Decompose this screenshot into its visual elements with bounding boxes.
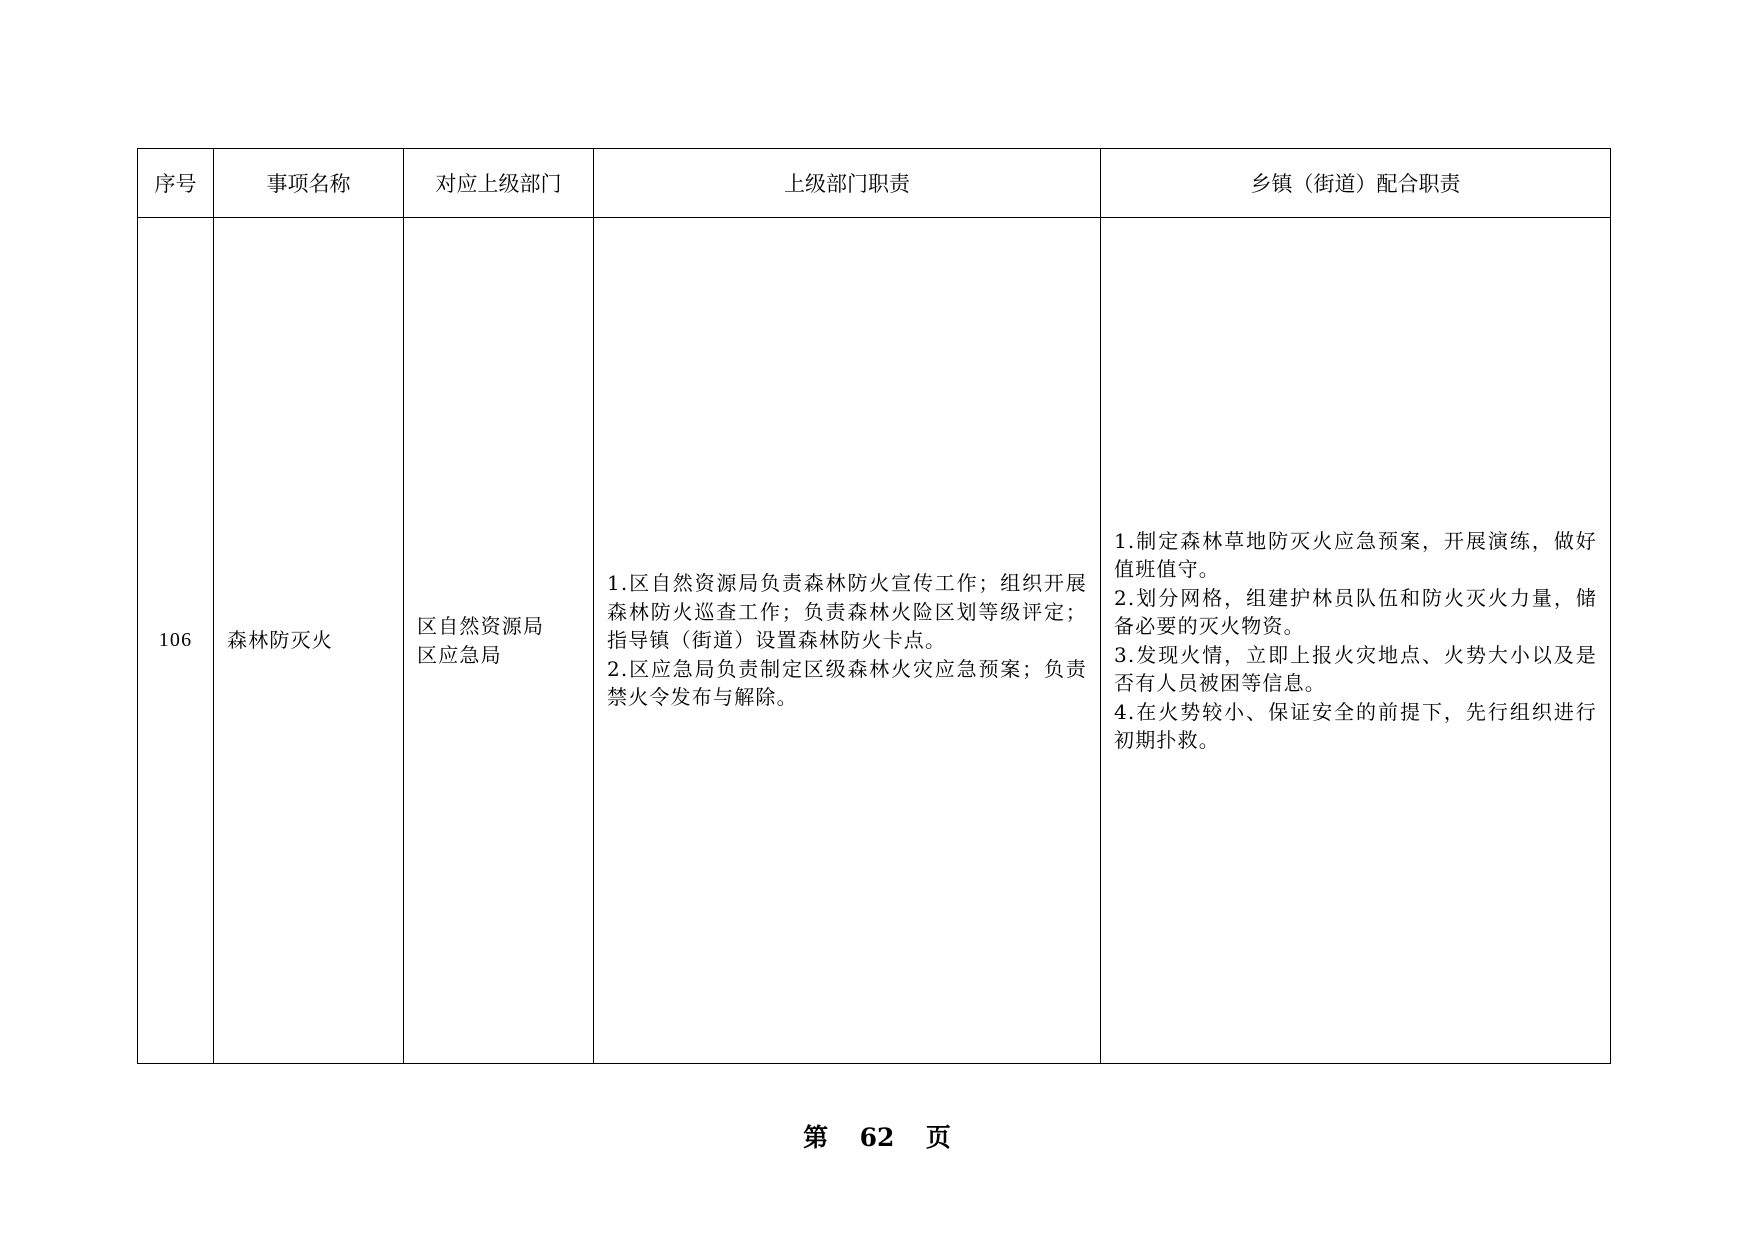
- town-duty-item: 4.在火势较小、保证安全的前提下，先行组织进行初期扑救。: [1114, 699, 1597, 752]
- town-duty-item: 2.划分网格，组建护林员队伍和防火灭火力量，储备必要的灭火物资。: [1114, 585, 1597, 638]
- header-dept: 对应上级部门: [404, 149, 594, 218]
- header-dept-duty: 上级部门职责: [594, 149, 1101, 218]
- page-number-suffix: 页: [925, 1123, 951, 1152]
- page-footer: [0, 1118, 1754, 1154]
- table-row: [138, 218, 1611, 1064]
- header-seq: 序号: [138, 149, 214, 218]
- page-number-prefix: 第: [803, 1123, 829, 1152]
- cell-dept-duty: [594, 218, 1101, 1064]
- responsibility-table: [137, 148, 1611, 1064]
- dept-line: 区自然资源局: [417, 614, 545, 638]
- cell-seq: 106: [138, 218, 214, 1064]
- header-item-name: 事项名称: [214, 149, 404, 218]
- page-number: 62: [859, 1123, 895, 1152]
- town-duty-item: 1.制定森林草地防灭火应急预案，开展演练，做好值班值守。: [1114, 528, 1597, 581]
- cell-dept: [404, 218, 594, 1064]
- town-duty-item: 3.发现火情，立即上报火灾地点、火势大小以及是否有人员被困等信息。: [1114, 642, 1597, 695]
- dept-line: 区应急局: [417, 642, 502, 667]
- cell-item-name: 森林防灭火: [214, 218, 404, 1064]
- dept-duty-item: 2.区应急局负责制定区级森林火灾应急预案；负责禁火令发布与解除。: [607, 656, 1087, 710]
- dept-duty-item: 1.区自然资源局负责森林防火宣传工作；组织开展森林防火巡查工作；负责森林火险区划等级评定；指导镇（街道）设置森林防火卡点。: [607, 571, 1087, 653]
- header-town-duty: 乡镇（街道）配合职责: [1101, 149, 1611, 218]
- table-header-row: [138, 149, 1611, 218]
- cell-town-duty: [1101, 218, 1611, 1064]
